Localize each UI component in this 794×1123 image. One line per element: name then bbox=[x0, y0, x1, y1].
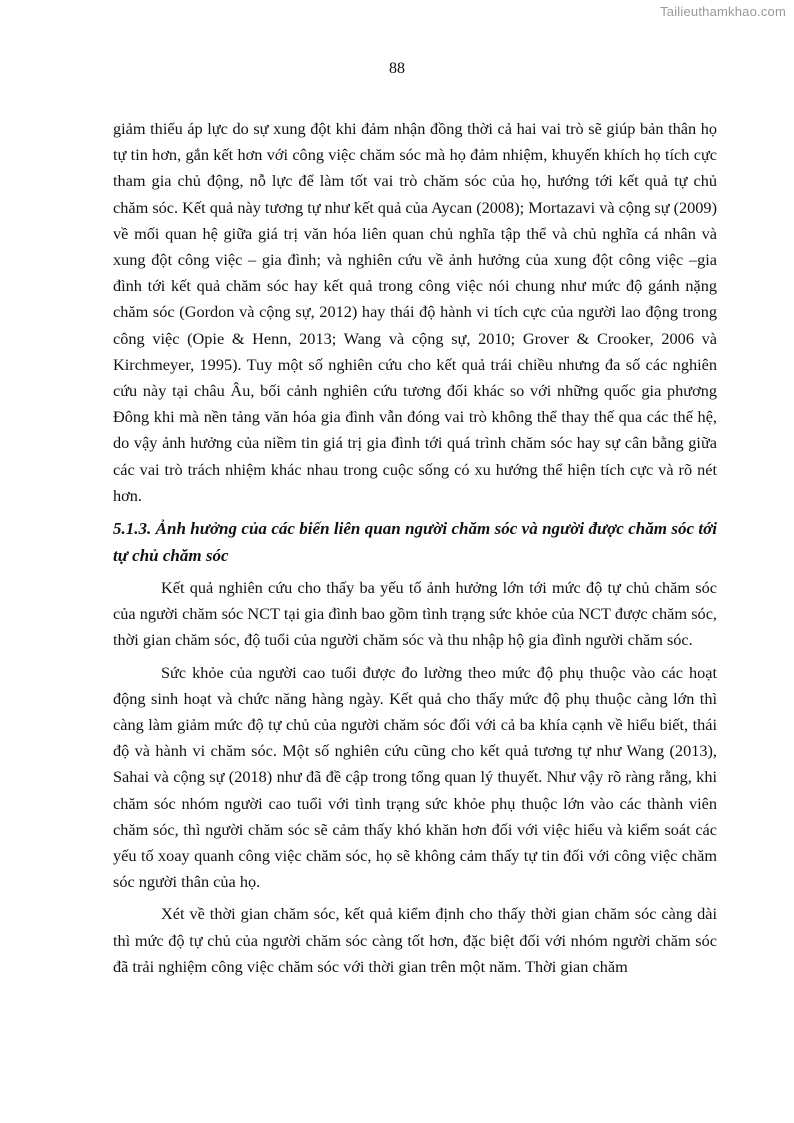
page-number: 88 bbox=[389, 60, 405, 77]
paragraph-care-duration: Xét về thời gian chăm sóc, kết quả kiểm định cho thấy thời gian chăm sóc càng dài thì mức độ tự chủ của người chăm sóc càng tốt hơn, đặc biệt đối với nhóm người chăm sóc đã trải nghiệm công việc chăm sóc với thời gian trên một năm. Thời gian chăm bbox=[113, 904, 717, 976]
paragraph-health-dependency: Sức khỏe của người cao tuổi được đo lường theo mức độ phụ thuộc vào các hoạt động sinh hoạt và chức năng hàng ngày. Kết quả cho thấy mức độ phụ thuộc càng lớn thì càng làm giảm mức độ tự chủ của người chăm sóc đối với cả ba khía cạnh về hiểu biết, thái độ và hành vi chăm sóc. Một số nghiên cứu cũng cho kết quả tương tự như Wang (2013), Sahai và cộng sự (2018) như đã đề cập trong tổng quan lý thuyết. Như vậy rõ ràng rằng, khi chăm sóc nhóm người cao tuổi với tình trạng sức khỏe phụ thuộc lớn vào các thành viên chăm sóc, thì người chăm sóc sẽ cảm thấy khó khăn hơn đối với việc hiểu và kiểm soát các yếu tố xoay quanh công việc chăm sóc, họ sẽ không cảm thấy tự tin đối với công việc chăm sóc người thân của họ. bbox=[113, 662, 717, 892]
paragraph-results-overview: Kết quả nghiên cứu cho thấy ba yếu tố ảnh hưởng lớn tới mức độ tự chủ chăm sóc của người chăm sóc NCT tại gia đình bao gồm tình trạng sức khỏe của NCT được chăm sóc, thời gian chăm sóc, độ tuổi của người chăm sóc và thu nhập hộ gia đình người chăm sóc. bbox=[113, 578, 717, 650]
section-heading: 5.1.3. Ảnh hưởng của các biến liên quan người chăm sóc và người được chăm sóc tới tự chủ chăm sóc bbox=[113, 519, 717, 566]
document-body bbox=[113, 116, 717, 986]
watermark-text: Tailieuthamkhao.com bbox=[660, 4, 786, 19]
paragraph-continued: giảm thiểu áp lực do sự xung đột khi đảm nhận đồng thời cả hai vai trò sẽ giúp bản thân họ tự tin hơn, gắn kết hơn với công việc chăm sóc mà họ đảm nhiệm, khuyến khích họ tích cực tham gia chủ động, nỗ lực để làm tốt vai trò chăm sóc của họ, hướng tới kết quả tự chủ chăm sóc. Kết quả này tương tự như kết quả của Aycan (2008); Mortazavi và cộng sự (2009) về mối quan hệ giữa giá trị văn hóa liên quan chủ nghĩa tập thể và chủ nghĩa cá nhân và xung đột công việc – gia đình; và nghiên cứu về ảnh hưởng của xung đột công việc –gia đình tới kết quả chăm sóc hay kết quả trong công việc nói chung như mức độ gánh nặng chăm sóc (Gordon và cộng sự, 2012) hay thái độ hành vi tích cực của người lao động trong công việc (Opie & Henn, 2013; Wang và cộng sự, 2010; Grover & Crooker, 2006 và Kirchmeyer, 1995). Tuy một số nghiên cứu cho kết quả trái chiều nhưng đa số các nghiên cứu này tại châu Âu, bối cảnh nghiên cứu tương đối khác so với những quốc gia phương Đông khi mà nền tảng văn hóa gia đình vẫn đóng vai trò không thể thay thế qua các thế hệ, do vậy ảnh hưởng của niềm tin giá trị gia đình tới quá trình chăm sóc hay sự cân bằng giữa các vai trò trách nhiệm khác nhau trong cuộc sống có xu hướng thể hiện tích cực và rõ nét hơn. bbox=[113, 119, 717, 505]
